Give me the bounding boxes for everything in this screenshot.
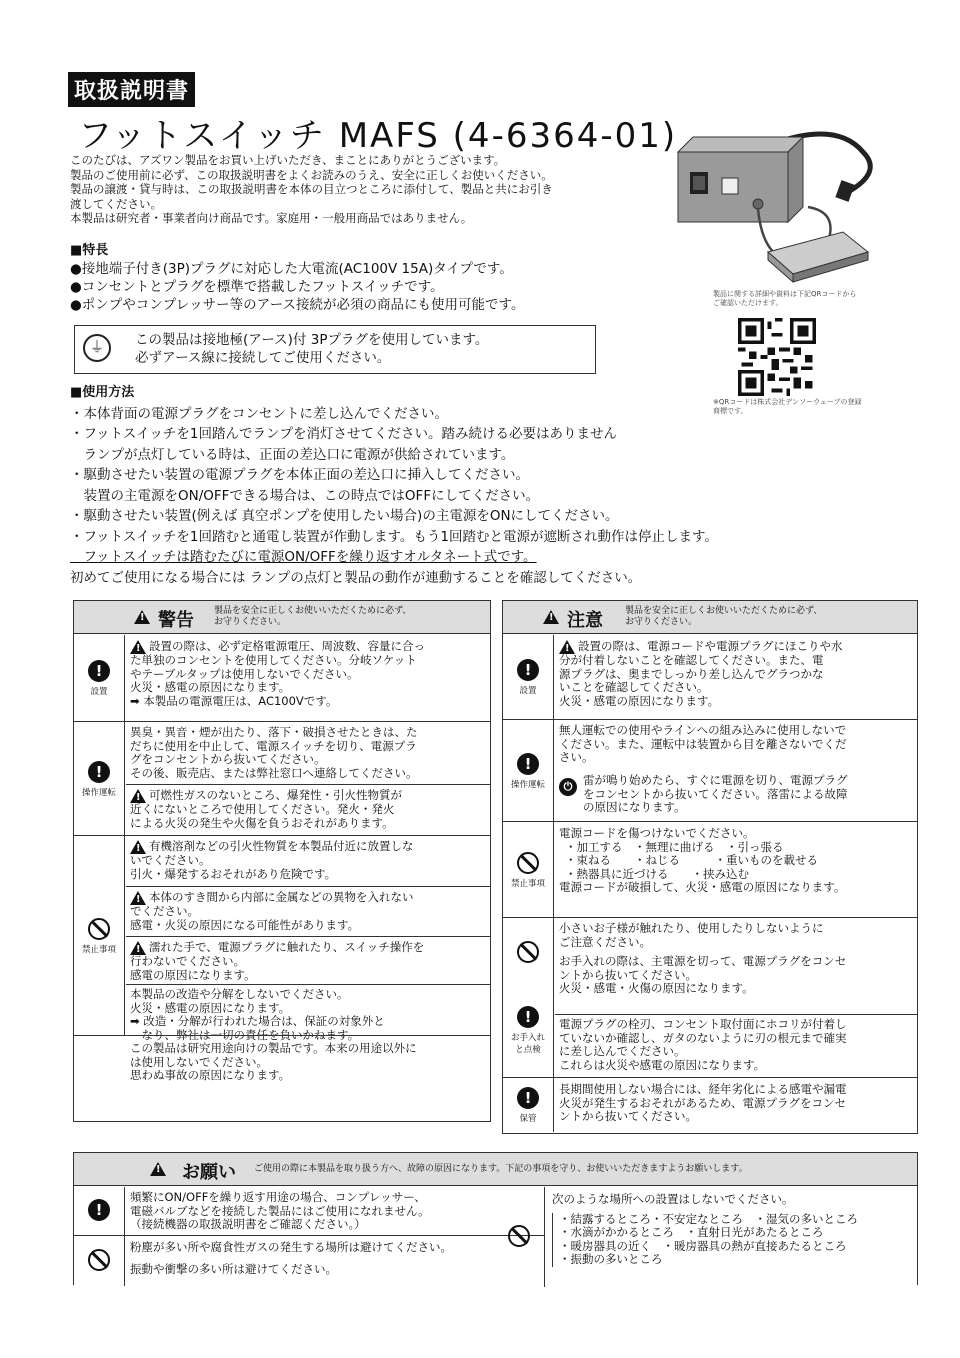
caution-title: 注意 [567, 610, 603, 631]
text-line: 引火・爆発するおそれがあり危険です。 [130, 867, 337, 881]
text-line: 火災が発生するおそれがあるため、電源プラグをコンセ [559, 1096, 847, 1110]
text-line: その後、販売店、または弊社窓口へ連絡してください。 [130, 766, 418, 780]
intro-line: 渡してください。 [70, 196, 162, 211]
text-line: ントから抜いてください。 [559, 968, 697, 982]
usage-heading: ■使用方法 [70, 385, 135, 400]
row-text [559, 640, 911, 708]
warning-footer [74, 1035, 490, 1120]
row-label [503, 918, 554, 1078]
caution-row-installation [503, 635, 917, 719]
text-line: 無人運転での使用やラインへの組み込みに使用しないで [559, 724, 847, 737]
row-label [74, 722, 125, 836]
row-label-text: 操作運転 [81, 787, 116, 798]
row-label [503, 635, 554, 719]
mandatory-icon: ! [88, 761, 110, 783]
features-heading: ■特長 [70, 243, 109, 258]
row-label [503, 822, 554, 918]
text-line: 感電・火災の原因になる可能性があります。 [130, 918, 360, 932]
text-line: ・熱器具に近づける ・挟み込む [565, 867, 749, 881]
feature-item: ●コンセントとプラグを標準で搭載したフットスイッチです。 [70, 279, 444, 295]
text-line: 有機溶剤などの引火性物質を本製品付近に放置しな [149, 840, 414, 853]
usage-line: ・駆動させたい装置の電源プラグを本体正面の差込口に挿入してください。 [70, 467, 529, 483]
text-line: さい。 [559, 751, 594, 764]
caution-triangle-icon [150, 1162, 166, 1176]
usage-line: 初めてご使用になる場合には ランプの点灯と製品の動作が連動することを確認してください。 [70, 569, 642, 586]
unplug-icon: ⏻ [559, 778, 577, 796]
document-label: 取扱説明書 [68, 72, 195, 107]
text-line: この製品は研究用途向けの製品です。本来の用途以外に [130, 1042, 417, 1055]
location-list [552, 1213, 910, 1267]
text-line: ・結露するところ・不安定なところ ・湿気の多いところ [559, 1212, 858, 1226]
text-line: ・水滴がかかるところ ・直射日光があたるところ [559, 1226, 824, 1239]
text-line: に差し込んでください。 [559, 1045, 686, 1058]
text-line: 濡れた手で、電源プラグに触れたり、スイッチ操作を [149, 941, 425, 954]
usage-line: ランプが点灯している時は、正面の差込口に電源が供給されています。 [70, 446, 515, 463]
text-line: をコンセントから抜いてください。落雷による故障 [583, 787, 848, 801]
text-line: お手入れの際は、主電源を切って、電源プラグをコンセ [559, 955, 847, 968]
text-line: ントから抜いてください。 [559, 1110, 697, 1123]
row-block [130, 941, 484, 982]
subtitle-line: 製品を安全に正しくお使いいただくために必ず、 [214, 606, 412, 616]
prohibited-icon [88, 1249, 110, 1271]
mandatory-icon: ! [88, 660, 110, 682]
qr-trademark-note: ※QRコードは株式会社デンソーウェーブの登録商標です。 [713, 398, 862, 415]
caution-panel [502, 600, 918, 1134]
text-line: 粉塵が多い所や腐食性ガスの発生する場所は避けてください。 [130, 1241, 452, 1254]
caution-triangle-icon [130, 640, 146, 654]
row-label-text: 禁止事項 [510, 878, 545, 889]
row-label [74, 635, 125, 721]
mandatory-icon: ! [88, 1199, 110, 1221]
caution-triangle-icon [130, 840, 146, 854]
intro-line: 本製品は研究者・事業者向け商品です。家庭用・一般用商品ではありません。 [70, 211, 473, 225]
text-line: （接続機器の取扱説明書をご確認ください。） [130, 1218, 366, 1231]
row-text [130, 640, 484, 708]
text-line: ・暖房器具の近く ・暖房器具の熱が直接あたるところ [559, 1239, 847, 1253]
text-line: でください。 [130, 905, 199, 918]
text-line: 思わぬ事故の原因になります。 [130, 1069, 291, 1082]
intro-line: 製品のご使用前に必ず、この取扱説明書をよくお読みのうえ、安全に正しくお使いください。 [70, 167, 553, 182]
text-line: 行わないでください。 [130, 955, 245, 968]
request-subtitle: ご使用の際に本製品を取り扱う方へ、故障の原因になります。下記の事項を守り、お使いいただきますようお願いします。 [254, 1164, 748, 1174]
prohibited-icon [88, 918, 110, 940]
caution-header [503, 601, 917, 634]
text-line: 設置の際は、必ず定格電源電圧、周波数、容量に合っ [149, 640, 425, 653]
text-line: 電磁バルブなどを接続した製品にはご使用になれません。 [130, 1204, 430, 1218]
divider [555, 1014, 917, 1015]
row-block [130, 891, 484, 932]
warning-header [74, 601, 490, 634]
divider [126, 936, 490, 937]
text-line: 火災・感電の原因になります。 [130, 681, 291, 694]
text-line: 次のような場所への設置はしないでください。 [552, 1193, 794, 1206]
row-text [559, 1083, 911, 1124]
text-line: 近くにないところで使用してください。発火・発火 [130, 803, 395, 816]
text-line: 電源コードを傷つけないでください。 [559, 827, 755, 840]
row-label-text: 保管 [519, 1113, 537, 1124]
features-section [70, 242, 524, 314]
row-label [74, 836, 125, 1036]
intro-line: このたびは、アズワン製品をお買い上げいただき、まことにありがとうございます。 [70, 153, 506, 167]
ground-notice-box [74, 325, 596, 374]
text-line: 長期間使用しない場合には、経年劣化による感電や漏電 [559, 1083, 847, 1096]
text-line: 可燃性ガスのないところ、爆発性・引火性物質が [149, 789, 402, 802]
mandatory-icon: ! [517, 659, 539, 681]
warning-title: 警告 [158, 610, 194, 631]
caution-triangle-icon [130, 891, 146, 905]
row-label [503, 1078, 554, 1132]
caution-row-storage [503, 1077, 917, 1132]
text-line: 火災・感電の原因になります。 [559, 694, 720, 708]
mandatory-icon: ! [517, 753, 539, 775]
warning-triangle-icon [134, 610, 150, 624]
notice-line: 必ずアース線に接続してご使用ください。 [135, 350, 391, 366]
row-label [74, 1187, 125, 1236]
intro-text [70, 153, 630, 226]
row-label-text: 設置 [90, 686, 108, 697]
usage-line: ・フットスイッチを1回踏むと通電し装置が作動します。もう1回踏むと電源が遮断され動作は停止します。 [70, 528, 718, 545]
text-line: 小さいお子様が触れたり、使用したりしないように [559, 922, 824, 935]
row-label-text: お手入れと点検 [510, 1033, 545, 1055]
row-label [74, 1236, 125, 1286]
text-line: なり、弊社は一切の責任を負いかねます。 [130, 1028, 360, 1042]
text-line: やテーブルタップは使用しないでください。 [130, 667, 359, 681]
request-right-row [552, 1193, 910, 1267]
qr-code-icon [738, 318, 816, 396]
row-label-text: 禁止事項 [81, 944, 116, 955]
product-photo [668, 112, 898, 287]
text-line: いことを確認してください。 [559, 681, 709, 694]
row-text [559, 724, 911, 765]
divider [126, 886, 490, 887]
text-line: ていないか確認し、ガタのないように刃の根元まで確実 [559, 1031, 847, 1045]
text-line: た単独のコンセントを使用してください。分岐ソケット [130, 654, 417, 667]
row-subtext [559, 1018, 911, 1072]
text-line: 源プラグは、奥までしっかり差し込んでグラつかな [559, 667, 824, 681]
row-block [130, 840, 484, 881]
text-line: グをコンセントから抜いてください。 [130, 753, 326, 766]
divider [544, 1187, 545, 1287]
caution-row-prohibited [503, 821, 917, 918]
row-label [503, 720, 554, 822]
text-line: 本体のすき間から内部に金属などの異物を入れない [149, 891, 414, 904]
request-header [74, 1153, 917, 1186]
warning-row-installation [74, 635, 490, 721]
text-line: ➡ 本製品の電源電圧は、AC100Vです。 [130, 694, 338, 708]
caution-row-operation [503, 719, 917, 822]
subtitle-line: 製品を安全に正しくお使いいただくために必ず、 [625, 606, 823, 616]
subtitle-line: お守りください。 [625, 617, 698, 627]
usage-line: フットスイッチは踏むたびに電源ON/OFFを繰り返すオルタネート式です。 [70, 549, 537, 565]
feature-item: ●ポンプやコンプレッサー等のアース接続が必須の商品にも使用可能です。 [70, 297, 525, 313]
row-label-text: 操作運転 [510, 779, 545, 790]
footer-text [130, 1042, 484, 1083]
text-line: 雷が鳴り始めたら、すぐに電源を切り、電源プラグ [583, 774, 848, 787]
warning-row-prohibited [74, 835, 490, 1042]
caution-triangle-icon [559, 640, 575, 654]
mandatory-icon: ! [517, 1006, 539, 1028]
caution-triangle-icon [130, 941, 146, 955]
text-line: 電源プラグの栓刃、コンセント取付面にホコリが付着し [559, 1018, 847, 1031]
text-line: の原因になります。 [583, 801, 686, 814]
row-text [559, 922, 911, 996]
ground-symbol-icon: ⏚ [83, 334, 111, 362]
usage-line: ・駆動させたい装置(例えば 真空ポンプを使用したい場合)の主電源をONにしてください。 [70, 508, 619, 524]
prohibited-icon [517, 941, 539, 963]
text-line: ・振動の多いところ [559, 1253, 663, 1266]
request-left-row [130, 1241, 530, 1276]
ground-notice-text [135, 331, 488, 367]
text-line: だちに使用を中止して、電源スイッチを切り、電源プラ [130, 739, 417, 753]
row-text [559, 827, 911, 895]
text-line: 感電の原因になります。 [130, 968, 256, 982]
text-line: ご注意ください。 [559, 935, 651, 949]
row-text [130, 726, 484, 780]
row-subtext [583, 774, 911, 815]
text-line: 電源コードが破損して、火災・感電の原因になります。 [559, 881, 846, 894]
text-line: 本製品の改造や分解をしないでください。 [130, 988, 349, 1001]
request-title: お願い [182, 1162, 236, 1183]
notice-line: この製品は接地極(アース)付 3Pプラグを使用しています。 [135, 332, 489, 348]
request-panel [73, 1152, 918, 1285]
row-block [130, 988, 484, 1042]
text-line: 頻繁にON/OFFを繰り返す用途の場合、コンプレッサー、 [130, 1191, 426, 1204]
text-line: 分が付着しないことを確認してください。また、電 [559, 654, 824, 667]
text-line: は使用しないでください。 [130, 1055, 268, 1069]
caution-row-maintenance [503, 917, 917, 1078]
divider [124, 1235, 544, 1236]
text-line: 火災・感電・火傷の原因になります。 [559, 982, 754, 995]
row-label-text: 設置 [519, 685, 537, 696]
prohibited-icon [508, 1225, 530, 1247]
request-left-row [130, 1191, 530, 1232]
text-line: ・束ねる ・ねじる ・重いものを載せる [565, 854, 818, 867]
text-line: ください。また、運転中は装置から目を離さないでくだ [559, 737, 847, 751]
subtitle-line: お守りください。 [214, 617, 287, 627]
caution-subtitle [625, 606, 822, 628]
product-title: フットスイッチ MAFS (4-6364-01) [78, 116, 678, 156]
usage-line: ・フットスイッチを1回踏んでランプを消灯させてください。踏み続ける必要はありません [70, 426, 617, 442]
divider [126, 784, 490, 785]
caution-triangle-icon [543, 610, 559, 624]
text-line: による火災の発生や火傷を負うおそれがあります。 [130, 816, 394, 830]
feature-item: ●接地端子付き(3P)プラグに対応した大電流(AC100V 15A)タイプです。 [70, 261, 513, 277]
usage-line: 装置の主電源をON/OFFできる場合は、この時点ではOFFにしてください。 [70, 487, 540, 504]
text-line: いでください。 [130, 854, 211, 867]
row-subtext [130, 789, 484, 830]
text-line: ・加工する ・無理に曲げる ・引っ張る [565, 840, 784, 854]
prohibited-icon [517, 852, 539, 874]
text-line: 振動や衝撃の多い所は避けてください。 [130, 1262, 337, 1276]
text-line: 火災・感電の原因になります。 [130, 1001, 291, 1015]
usage-section [70, 383, 718, 588]
text-line: これらは火災や感電の原因になります。 [559, 1058, 766, 1072]
divider [126, 984, 490, 985]
mandatory-icon: ! [517, 1087, 539, 1109]
caution-triangle-icon [130, 789, 146, 803]
text-line: 設置の際は、電源コードや電源プラグにほこりや水 [578, 640, 843, 653]
warning-subtitle [214, 606, 411, 628]
text-line: ➡ 改造・分解が行われた場合は、保証の対象外と [130, 1015, 385, 1028]
warning-row-operation [74, 721, 490, 836]
warning-panel [73, 600, 491, 1122]
usage-line: ・本体背面の電源プラグをコンセントに差し込んでください。 [70, 405, 448, 422]
row-label [494, 1187, 544, 1287]
intro-line: 製品の譲渡・貸与時は、この取扱説明書を本体の目立つところに添付して、製品と共にお引き [70, 182, 553, 196]
text-line: 異臭・異音・煙が出たり、落下・破損させたときは、た [130, 726, 418, 739]
qr-caption: 製品に関する詳細や資料は下記QRコードからご確認いただけます。 [713, 290, 857, 307]
